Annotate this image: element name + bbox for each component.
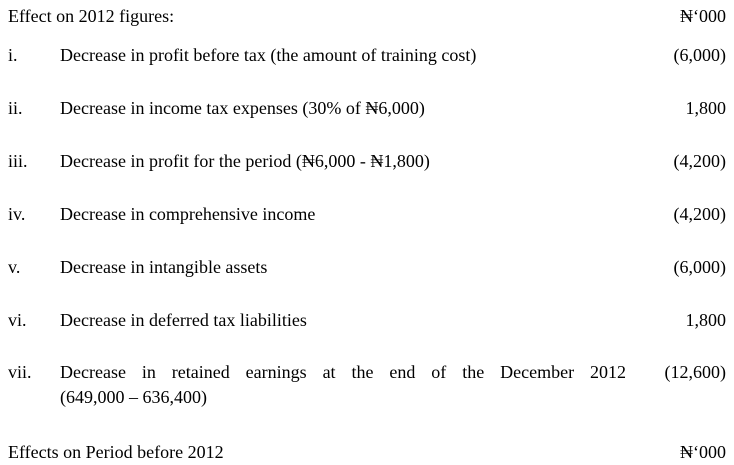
item-amount: (6,000)	[673, 257, 726, 277]
item-description: Decrease in income tax expenses (30% of ₦6,000)	[60, 98, 425, 118]
footer-row	[8, 440, 726, 464]
item-numeral: vi.	[8, 310, 27, 330]
item-description: Decrease in intangible assets	[60, 257, 268, 277]
item-description-line: (649,000 – 636,400)	[60, 387, 207, 407]
item-row	[8, 96, 726, 120]
item-description-line: Decrease in retained earnings at the end of the December 2012	[60, 362, 626, 382]
section-title: Effect on 2012 figures:	[8, 6, 175, 26]
item-description	[60, 360, 626, 410]
item-numeral: v.	[8, 257, 21, 277]
item-row	[8, 149, 726, 173]
item-amount: (6,000)	[673, 45, 726, 65]
item-amount: 1,800	[685, 310, 726, 330]
item-row	[8, 43, 726, 67]
unit-heading: ₦‘000	[680, 442, 726, 462]
item-numeral: iv.	[8, 204, 26, 224]
item-amount: 1,800	[685, 98, 726, 118]
item-row	[8, 255, 726, 279]
item-numeral: vii.	[8, 362, 32, 382]
item-numeral: ii.	[8, 98, 23, 118]
item-numeral: i.	[8, 45, 18, 65]
item-amount: (4,200)	[673, 151, 726, 171]
item-description: Decrease in profit for the period (₦6,000 - ₦1,800)	[60, 151, 430, 171]
item-description: Decrease in comprehensive income	[60, 204, 316, 224]
item-numeral: iii.	[8, 151, 28, 171]
header-row	[8, 4, 726, 28]
item-description: Decrease in deferred tax liabilities	[60, 310, 307, 330]
item-row	[8, 360, 726, 412]
unit-heading: ₦‘000	[680, 6, 726, 26]
item-amount: (4,200)	[673, 204, 726, 224]
item-row	[8, 308, 726, 332]
item-description: Decrease in profit before tax (the amount of training cost)	[60, 45, 477, 65]
section-title: Effects on Period before 2012	[8, 442, 224, 462]
item-row	[8, 202, 726, 226]
item-amount: (12,600)	[664, 362, 726, 382]
